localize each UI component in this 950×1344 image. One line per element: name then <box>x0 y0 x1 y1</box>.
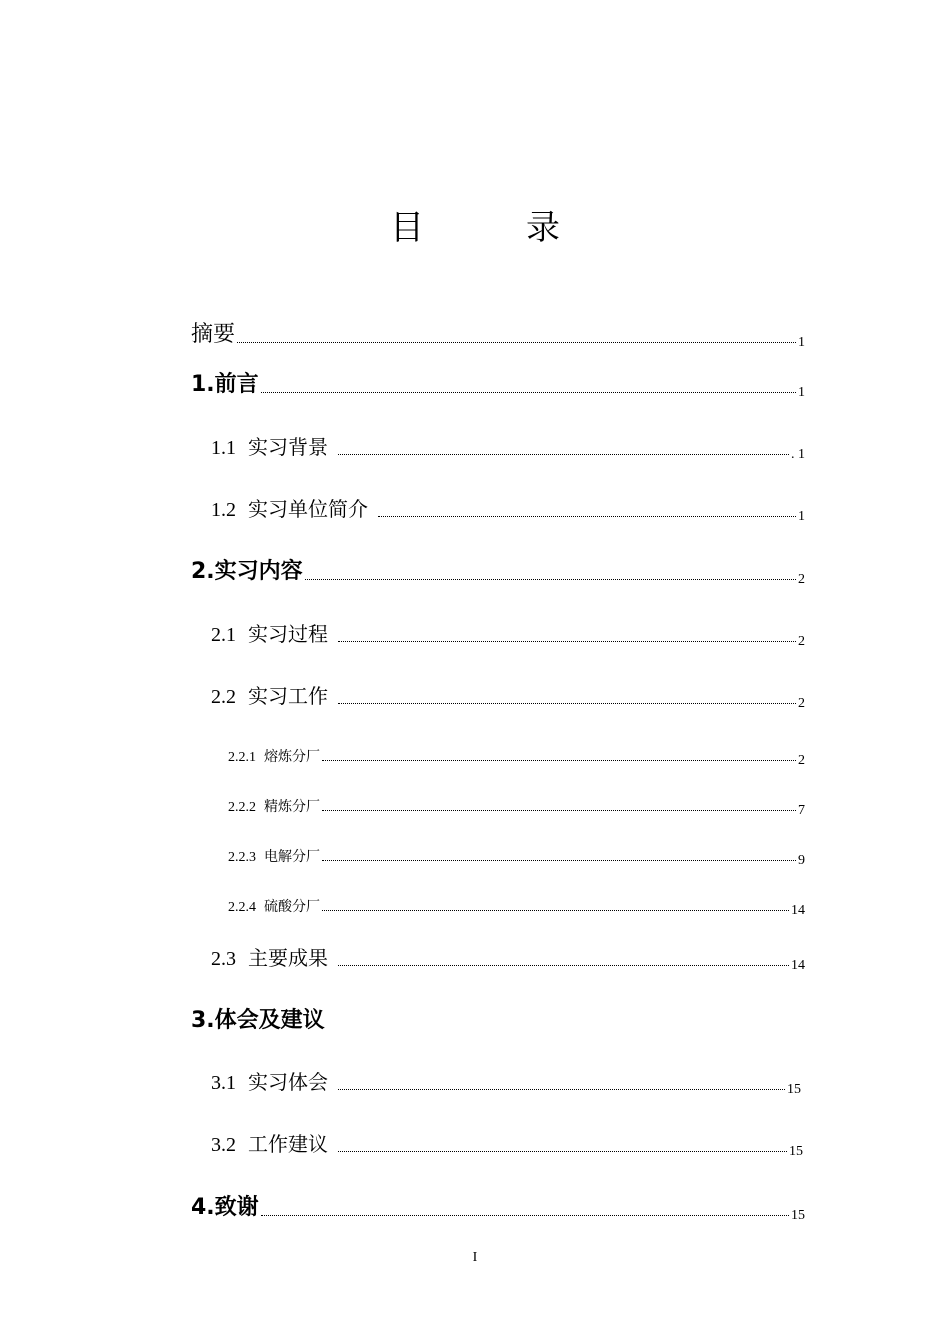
toc-entry-section-2-2[interactable] <box>211 681 805 709</box>
toc-leader <box>338 1150 787 1152</box>
toc-label: 熔炼分厂 <box>264 749 320 765</box>
toc-label: 精炼分厂 <box>264 799 320 815</box>
toc-entry-section-2-1[interactable] <box>211 619 805 647</box>
toc-entry-abstract[interactable] <box>191 318 805 348</box>
toc-number: 2.2.1 <box>228 750 256 765</box>
toc-label: 4.致谢 <box>191 1195 259 1220</box>
toc-leader <box>237 341 796 343</box>
toc-page-number: 2 <box>798 696 805 711</box>
toc-number: 2.2.2 <box>228 800 256 815</box>
toc-leader <box>261 391 796 393</box>
toc-label: 工作建议 <box>248 1132 328 1156</box>
toc-page-number: 14 <box>791 958 805 973</box>
toc-entry-section-2-3[interactable] <box>211 943 805 971</box>
toc-leader <box>378 515 796 517</box>
toc-entry-section-3-2[interactable] <box>211 1129 803 1157</box>
toc-entry-section-2-2-2[interactable] <box>228 796 805 816</box>
toc-number: 3.1 <box>211 1072 236 1094</box>
toc-leader <box>338 453 789 455</box>
toc-entry-section-2-2-3[interactable] <box>228 846 805 866</box>
toc-entry-section-1[interactable] <box>191 368 805 398</box>
toc-entry-section-2-2-4[interactable] <box>228 896 805 916</box>
toc-page-number: . 1 <box>791 447 805 462</box>
page-number-footer: I <box>472 1250 478 1265</box>
toc-number: 1.1 <box>211 437 236 459</box>
toc-label: 2.实习内容 <box>191 559 303 584</box>
toc-entry-section-4[interactable] <box>191 1191 805 1221</box>
toc-page-number: 2 <box>798 753 805 768</box>
toc-page-number: 1 <box>798 385 805 400</box>
toc-number: 2.2 <box>211 686 236 708</box>
toc-page-number: 14 <box>791 903 805 918</box>
toc-leader <box>322 859 796 861</box>
toc-label: 摘要 <box>191 322 236 347</box>
toc-label: 硫酸分厂 <box>264 899 320 915</box>
toc-entry-section-3[interactable] <box>191 1004 805 1034</box>
toc-label: 主要成果 <box>248 946 328 970</box>
toc-leader <box>322 809 796 811</box>
page-title: 目 录 <box>390 208 594 248</box>
toc-page-number: 9 <box>798 853 805 868</box>
toc-number: 3.2 <box>211 1134 236 1156</box>
toc-page-number: 15 <box>791 1208 805 1223</box>
toc-label: 实习背景 <box>248 435 328 459</box>
toc-entry-section-1-2[interactable] <box>211 494 805 522</box>
toc-label: 实习过程 <box>248 622 328 646</box>
toc-leader <box>261 1214 789 1216</box>
toc-page-number: 15 <box>787 1082 801 1097</box>
toc-entry-section-2[interactable] <box>191 555 805 585</box>
toc-label: 实习工作 <box>248 684 328 708</box>
toc-leader <box>338 1088 785 1090</box>
toc-entry-section-1-1[interactable] <box>211 432 805 460</box>
toc-page-number: 1 <box>798 509 805 524</box>
toc-label: 实习体会 <box>248 1070 328 1094</box>
toc-leader <box>305 578 796 580</box>
toc-number: 1.2 <box>211 499 236 521</box>
toc-label: 1.前言 <box>191 372 259 397</box>
toc-leader <box>338 640 796 642</box>
toc-leader <box>322 759 796 761</box>
toc-leader <box>338 702 796 704</box>
toc-number: 2.2.4 <box>228 900 256 915</box>
toc-label: 3.体会及建议 <box>191 1008 325 1033</box>
toc-leader <box>338 964 789 966</box>
toc-page-number: 2 <box>798 634 805 649</box>
toc-page-number: 7 <box>798 803 805 818</box>
toc-page-number: 1 <box>798 335 805 350</box>
toc-page-number: 15 <box>789 1144 803 1159</box>
toc-page-number: 2 <box>798 572 805 587</box>
toc-label: 实习单位简介 <box>248 497 368 521</box>
toc-number: 2.2.3 <box>228 850 256 865</box>
toc-leader <box>322 909 789 911</box>
toc-label: 电解分厂 <box>264 849 320 865</box>
toc-entry-section-2-2-1[interactable] <box>228 746 805 766</box>
toc-number: 2.3 <box>211 948 236 970</box>
toc-number: 2.1 <box>211 624 236 646</box>
toc-entry-section-3-1[interactable] <box>211 1067 801 1095</box>
